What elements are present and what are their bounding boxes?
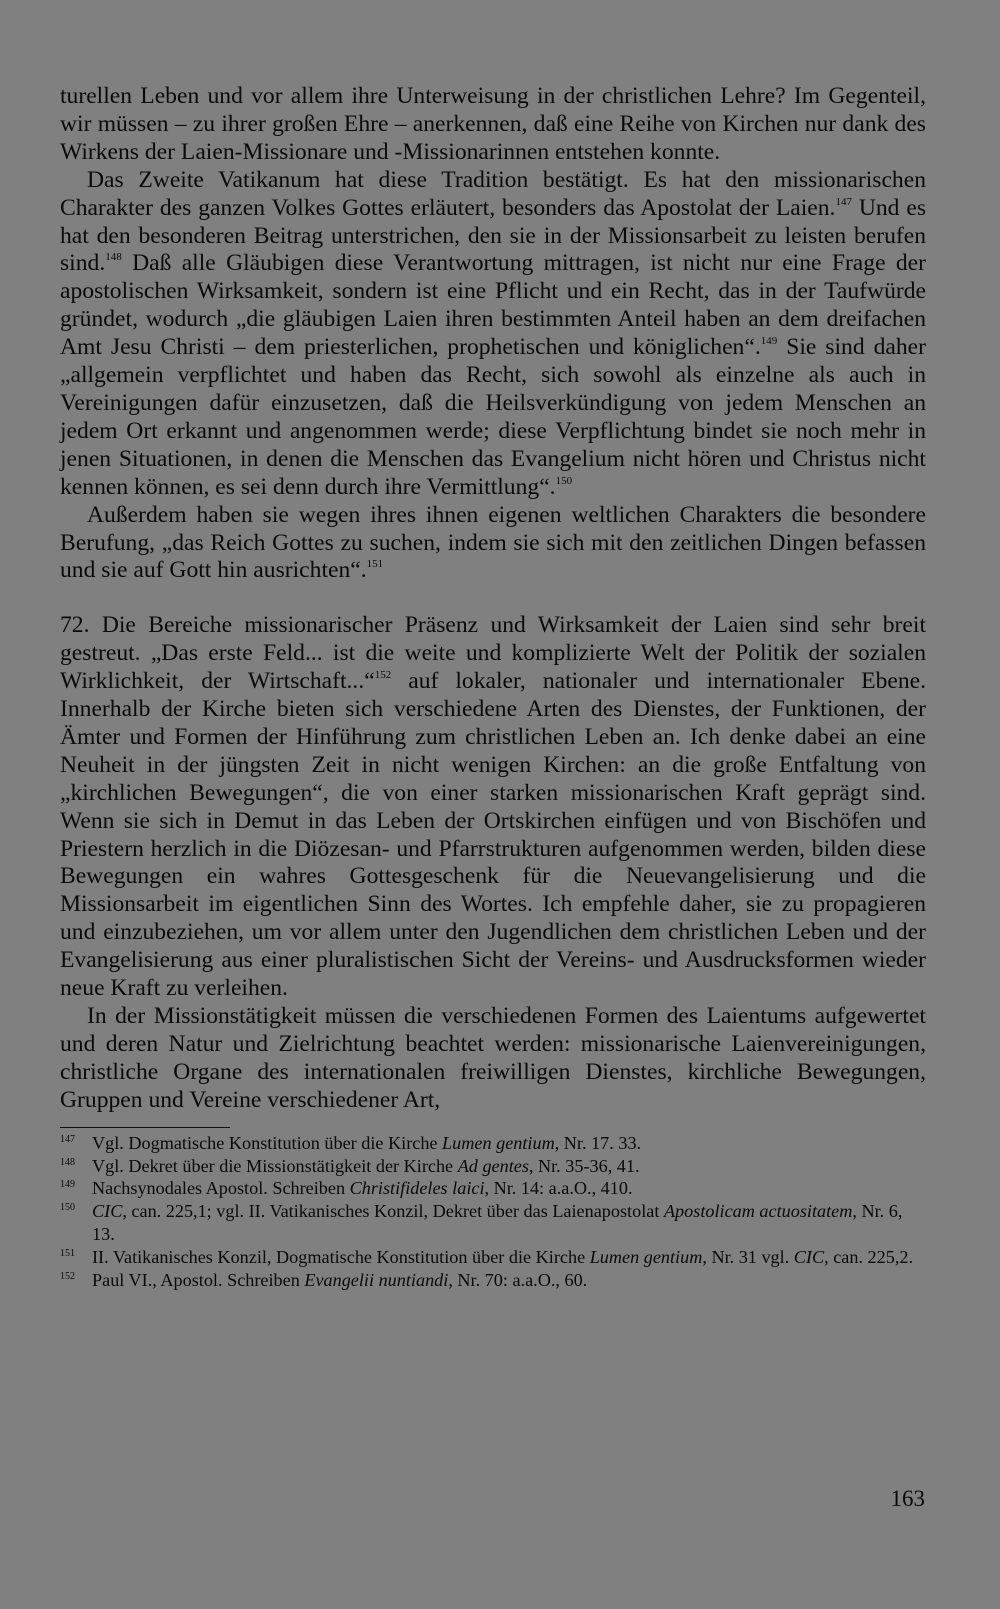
footnote-text (92, 1155, 926, 1178)
footnote (60, 1246, 926, 1269)
footnote (60, 1177, 926, 1200)
footnote-text-part: , can. 225,2. (824, 1247, 914, 1268)
footnote-number-text: 152 (60, 1271, 75, 1283)
footnote-text (92, 1200, 926, 1246)
footnote-divider (60, 1127, 230, 1128)
footnote-text (92, 1177, 926, 1200)
footnote (60, 1269, 926, 1292)
paragraph-text: Sie sind daher „allgemein verpflichtet und haben das Recht, sich sowohl als einzelne als auch in Vereinigungen dafür einzusetzen, daß die Heilsverkündigung von jedem Menschen an jedem Ort erkannt und angenommen werde; diese Verpflichtung bindet sie noch mehr in jenen Situationen, in denen die Menschen das Evangelium nicht hören und Christus nicht kennen können, es sei denn durch ihre Vermittlung“. (60, 334, 926, 500)
paragraph (60, 167, 926, 502)
footnote-number (60, 1200, 92, 1223)
footnote-text-part: , Nr. 6, 13. (92, 1201, 903, 1245)
paragraph-text: In der Missionstätigkeit müssen die verschiedenen Formen des Laientums aufgewertet und deren Natur und Zielrichtung beachtet werden: missionarische Laienvereinigungen, christliche Organe des internationalen freiwilligen Dienstes, kirchliche Bewegungen, Gruppen und Vereine verschiedener Art, (60, 1003, 926, 1113)
footnote-text-part: , Nr. 17. 33. (554, 1132, 642, 1153)
footnote-text-part: , Nr. 70: a.a.O., 60. (448, 1270, 588, 1291)
footnote-number-text: 150 (60, 1202, 75, 1214)
footnote-number (60, 1246, 92, 1269)
footnote-text (92, 1269, 926, 1292)
footnote-text-part: , can. 225,1; vgl. II. Vatikanisches Konzil, Dekret über das Laienapostolat (122, 1201, 664, 1222)
footnote-text-part: Paul VI., Apostol. Schreiben (92, 1270, 305, 1291)
footnote-text-part: Vgl. Dogmatische Konstitution über die Kirche (92, 1132, 443, 1153)
footnote-text-part: , Nr. 35-36, 41. (528, 1155, 640, 1176)
footnote (60, 1155, 926, 1178)
page-number: 163 (890, 1486, 925, 1511)
paragraph (60, 612, 926, 1003)
footnote-reference: 152 (374, 669, 392, 682)
footnote-text-part: Vgl. Dekret über die Missionstätigkeit der Kirche (92, 1155, 458, 1176)
footnote-reference: 150 (555, 474, 573, 487)
citation-title: Evangelii nuntiandi (304, 1270, 449, 1291)
citation-title: Apostolicam actuositatem (663, 1201, 853, 1222)
footnotes (60, 1132, 926, 1292)
footnote-reference: 147 (835, 195, 852, 208)
footnote-reference: 148 (105, 251, 122, 264)
footnote-text-part: , Nr. 14: a.a.O., 410. (484, 1178, 633, 1199)
footnote-reference: 151 (366, 558, 384, 571)
footnote-text-part: Nachsynodales Apostol. Schreiben (92, 1178, 350, 1199)
footnote-number (60, 1177, 92, 1200)
footnote-number (60, 1155, 92, 1178)
footnote-number-text: 147 (60, 1133, 75, 1145)
footnote-number-text: 148 (60, 1156, 75, 1168)
paragraph-text: turellen Leben und vor allem ihre Unterweisung in der christlichen Lehre? Im Gegenteil, wir müssen – zu ihrer großen Ehre – anerkennen, daß eine Reihe von Kirchen nur dank des Wirkens der Laien-Missionare und -Missionarinnen entstehen konnte. (60, 83, 926, 165)
body-text (60, 83, 926, 1115)
paragraph-text: 72. Die Bereiche missionarischer Präsenz und Wirksamkeit der Laien sind sehr breit gestreut. „Das erste Feld... ist die weite und komplizierte Welt der Politik der sozialen Wirklichkeit, der Wirtschaft...“ (60, 612, 926, 695)
paragraph (60, 83, 926, 167)
paragraph-text: auf lokaler, nationaler und internationaler Ebene. Innerhalb der Kirche bieten sich verschiedene Arten des Dienstes, der Funktionen, der Ämter und Formen der Hinführung zum christlichen Leben an. Ich denke dabei an eine Neuheit in der jüngsten Zeit in nicht wenigen Kirchen: an die große Entfaltung von „kirchlichen Bewegungen“, die von einer starken missionarischen Kraft geprägt sind. Wenn sie sich in Demut in das Leben der Ortskirchen einfügen und von Bischöfen und Priestern herzlich in die Diözesan- und Pfarrstrukturen aufgenommen werden, bilden diese Bewegungen ein wahres Gottesgeschenk für die Neuevangelisierung und die Missionsarbeit im eigentlichen Sinn des Wortes. Ich empfehle daher, sie zu propagieren und einzubeziehen, um vor allem unter den Jugendlichen dem christlichen Leben und der Evangelisierung aus einer pluralistischen Sicht der Vereins- und Ausdrucksformen wieder neue Kraft zu verleihen. (60, 668, 927, 1002)
citation-title: Ad gentes (457, 1155, 529, 1176)
paragraph (60, 502, 926, 586)
footnote-number (60, 1132, 92, 1155)
paragraph-text: Daß alle Gläubigen diese Verantwortung mittragen, ist nicht nur eine Frage der apostolischen Wirksamkeit, sondern ist eine Pflicht und ein Recht, das in der Taufwürde gründet, wodurch „die gläubigen Laien ihren bestimmten Anteil haben an dem dreifachen Amt Jesu Christi – dem priesterlichen, prophetischen und königlichen“. (60, 250, 926, 361)
document-page (60, 83, 926, 1292)
paragraph-text: Und es hat den besonderen Beitrag unterstrichen, den sie in der Missionsarbeit zu leisten berufen sind. (60, 194, 927, 277)
footnote-number-text: 149 (60, 1179, 75, 1191)
citation-title: CIC (793, 1247, 825, 1268)
paragraph (60, 1003, 926, 1115)
paragraph-text: Außerdem haben sie wegen ihres ihnen eigenen weltlichen Charakters die besondere Berufung, „das Reich Gottes zu suchen, indem sie sich mit den zeitlichen Dingen befassen und sie auf Gott hin ausrichten“. (60, 501, 926, 584)
paragraph-text: Das Zweite Vatikanum hat diese Tradition bestätigt. Es hat den missionarischen Charakter des ganzen Volkes Gottes erläutert, besonders das Apostolat der Laien. (60, 166, 926, 221)
citation-title: Christifideles laici (349, 1178, 485, 1199)
footnote-text (92, 1246, 926, 1269)
footnote-reference: 149 (760, 335, 778, 348)
footnote (60, 1200, 926, 1246)
footnote (60, 1132, 926, 1155)
citation-title: Lumen gentium (589, 1247, 703, 1268)
footnote-number (60, 1269, 92, 1292)
footnote-number-text: 151 (60, 1248, 75, 1260)
citation-title: Lumen gentium (442, 1132, 555, 1153)
footnote-text-part: II. Vatikanisches Konzil, Dogmatische Konstitution über die Kirche (92, 1247, 590, 1268)
citation-title: CIC (92, 1201, 123, 1222)
footnote-text (92, 1132, 926, 1155)
footnote-text-part: , Nr. 31 vgl. (702, 1247, 794, 1268)
